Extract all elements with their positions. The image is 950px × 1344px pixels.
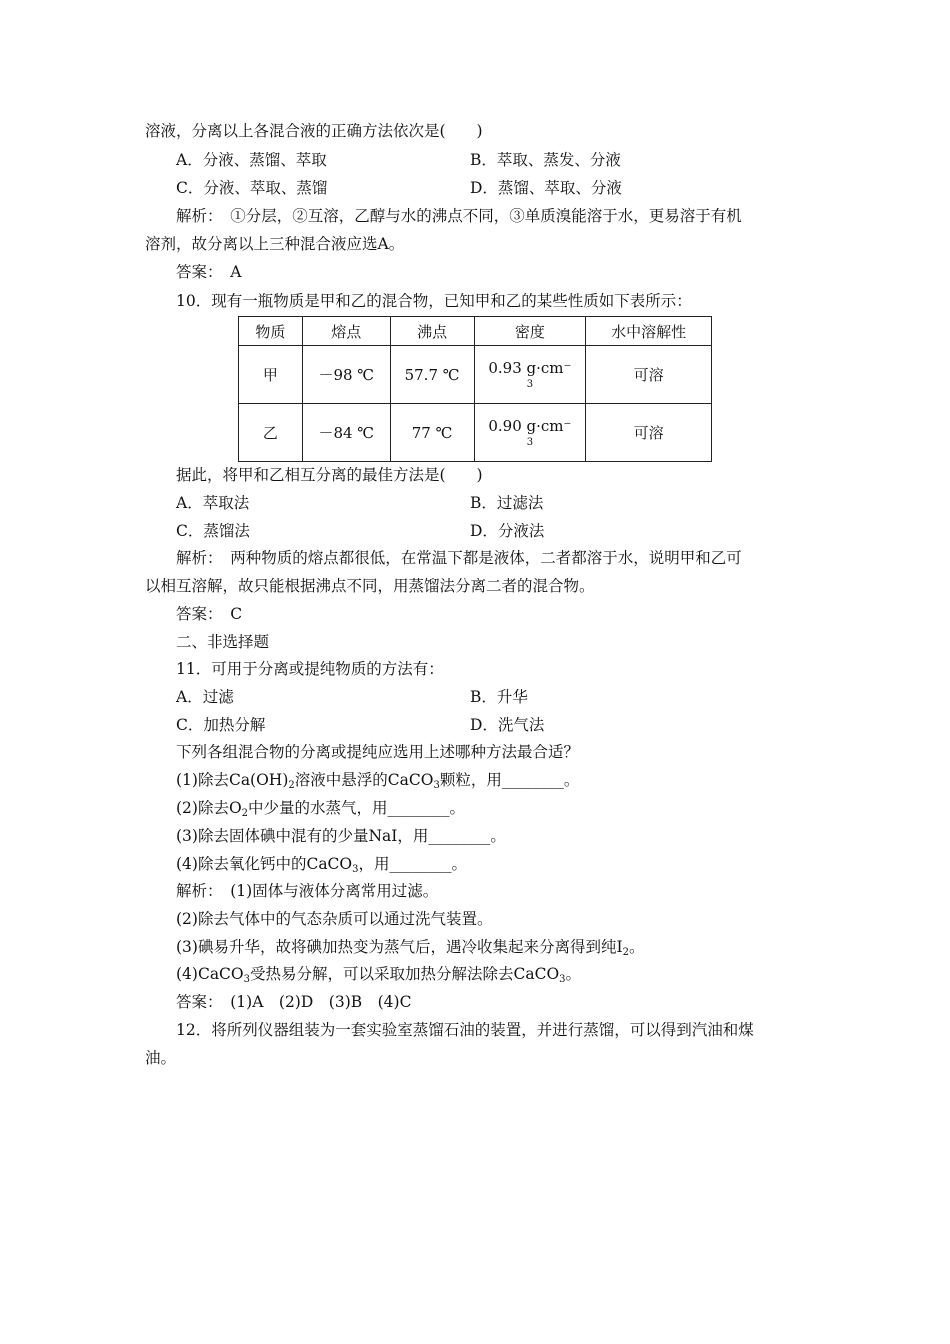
boiling-point: 57.7 ℃ (390, 346, 474, 404)
q11-analysis-3 (176, 937, 644, 963)
table-header-cell: 密度 (474, 317, 586, 346)
q9-answer: 答案： A (176, 263, 242, 281)
table-header-cell: 熔点 (302, 317, 390, 346)
q10-analysis-line2: 以相互溶解，故只能根据沸点不同，用蒸馏法分离二者的混合物。 (145, 577, 595, 595)
subscript: 3 (243, 974, 250, 985)
q11-prompt: 下列各组混合物的分离或提纯应选用上述哪种方法最合适？ (176, 743, 580, 761)
q11-item-3: (3)除去固体碘中混有的少量NaI，用________。 (176, 827, 506, 845)
q11-analysis-2: (2)除去气体中的气态杂质可以通过洗气装置。 (176, 910, 493, 928)
q11-item-4 (176, 854, 467, 880)
substance-name: 乙 (239, 404, 303, 462)
density-value: 0.93 g·cm⁻ (488, 358, 572, 377)
subscript: 3 (433, 780, 440, 791)
density-exponent: 3 (526, 436, 534, 448)
q9-option-a: A．分液、蒸馏、萃取 (176, 151, 327, 169)
q12-line1: 12．将所列仪器组装为一套实验室蒸馏石油的装置，并进行蒸馏，可以得到汽油和煤 (176, 1021, 754, 1039)
q11-option-c: C．加热分解 (176, 716, 266, 734)
q11-analysis-4 (176, 964, 581, 990)
density-cell (474, 404, 586, 462)
water-solubility: 可溶 (586, 404, 712, 462)
q11-answer: 答案： (1)A (2)D (3)B (4)C (176, 993, 412, 1011)
q11-analysis-1: 解析： (1)固体与液体分离常用过滤。 (176, 882, 439, 900)
q9-option-c: C．分液、萃取、蒸馏 (176, 179, 328, 197)
item-text: 中少量的水蒸气，用________。 (248, 799, 466, 817)
subscript: 3 (559, 974, 566, 985)
properties-table (238, 316, 712, 462)
q11-stem: 11．可用于分离或提纯物质的方法有： (176, 660, 444, 678)
q10-option-a: A．萃取法 (176, 494, 250, 512)
subscript: 3 (352, 864, 359, 875)
table-header-row (239, 317, 712, 346)
density-exponent: 3 (526, 378, 534, 390)
table-row (239, 404, 712, 462)
water-solubility: 可溶 (586, 346, 712, 404)
analysis-text: (4)CaCO (176, 965, 244, 983)
table-header-cell: 水中溶解性 (586, 317, 712, 346)
item-text: ，用________。 (358, 855, 468, 873)
item-text: (1)除去Ca(OH) (176, 771, 289, 789)
q12-line2: 油。 (145, 1049, 177, 1067)
item-text: (4)除去氧化钙中的CaCO (176, 855, 353, 873)
table-row (239, 346, 712, 404)
boiling-point: 77 ℃ (390, 404, 474, 462)
table-header-cell: 物质 (239, 317, 303, 346)
q10-question: 据此，将甲和乙相互分离的最佳方法是( ) (176, 466, 483, 484)
q11-option-a: A．过滤 (176, 688, 234, 706)
q10-option-d: D．分液法 (470, 522, 545, 540)
subscript: 2 (241, 808, 249, 819)
melting-point: －98 ℃ (302, 346, 390, 404)
subscript: 2 (622, 947, 629, 958)
item-text: 颗粒，用________。 (439, 771, 580, 789)
melting-point: －84 ℃ (302, 404, 390, 462)
q9-option-b: B．萃取、蒸发、分液 (470, 151, 621, 169)
q9-analysis-line1: 解析： ①分层，②互溶，乙醇与水的沸点不同，③单质溴能溶于水，更易溶于有机 (176, 207, 742, 225)
analysis-text: 。 (565, 965, 582, 983)
substance-name: 甲 (239, 346, 303, 404)
density-value: 0.90 g·cm⁻ (488, 416, 572, 435)
analysis-text: 受热易分解，可以采取加热分解法除去CaCO (250, 965, 560, 983)
q10-stem: 10．现有一瓶物质是甲和乙的混合物，已知甲和乙的某些性质如下表所示： (176, 292, 692, 310)
section-heading: 二、非选择题 (176, 633, 270, 651)
analysis-text: (3)碘易升华，故将碘加热变为蒸气后，遇冷收集起来分离得到纯I (176, 938, 623, 956)
q10-option-c: C．蒸馏法 (176, 522, 250, 540)
q9-option-d: D．蒸馏、萃取、分液 (470, 179, 622, 197)
q11-option-b: B．升华 (470, 688, 528, 706)
q10-option-b: B．过滤法 (470, 494, 544, 512)
q11-option-d: D．洗气法 (470, 716, 545, 734)
item-text: (2)除去O (176, 799, 242, 817)
item-text: 溶液中悬浮的CaCO (294, 771, 434, 789)
q9-stem-tail: 溶液，分离以上各混合液的正确方法依次是( ) (145, 122, 483, 140)
q11-item-1 (176, 770, 579, 796)
q9-analysis-line2: 溶剂，故分离以上三种混合液应选A。 (145, 235, 405, 253)
density-cell (474, 346, 586, 404)
table-header-cell: 沸点 (390, 317, 474, 346)
q10-answer: 答案： C (176, 605, 243, 623)
q10-analysis-line1: 解析： 两种物质的熔点都很低，在常温下都是液体，二者都溶于水，说明甲和乙可 (176, 549, 742, 567)
analysis-text: 。 (628, 938, 645, 956)
subscript: 2 (288, 780, 295, 791)
q11-item-2 (176, 798, 465, 824)
